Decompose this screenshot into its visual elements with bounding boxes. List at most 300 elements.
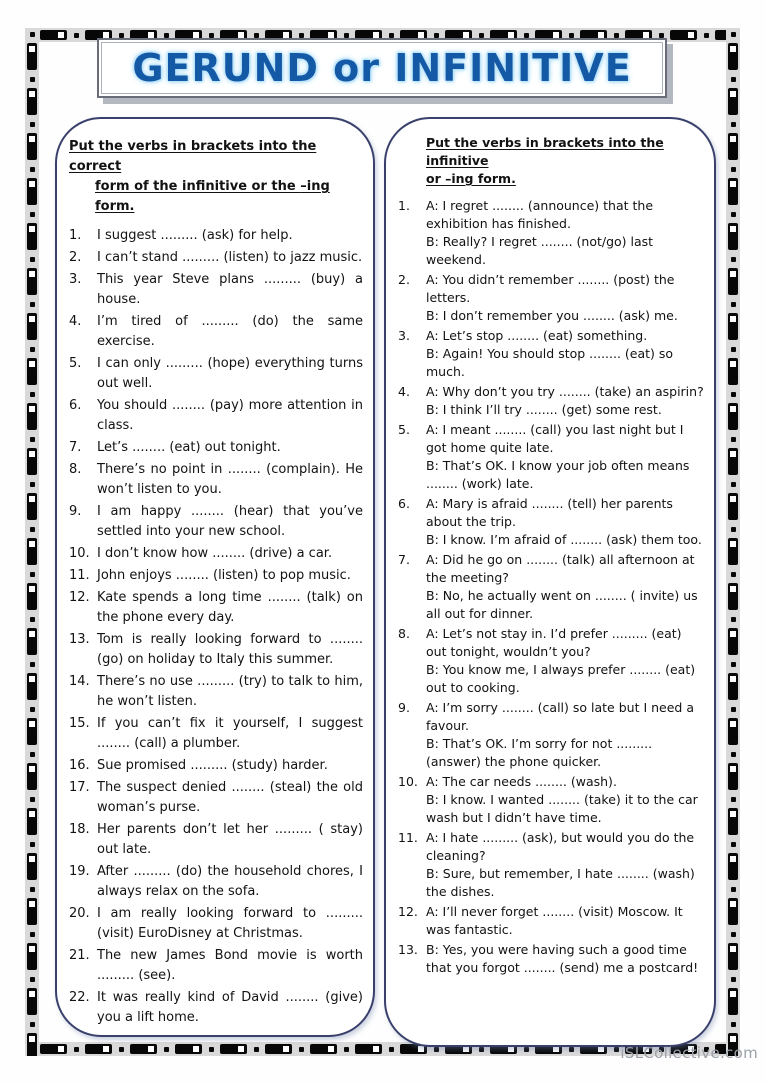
border-bar: [728, 628, 738, 655]
dialogue-line: A: I’m sorry ........ (call) so late but I need a favour.: [426, 700, 694, 733]
border-dot: [30, 887, 35, 892]
border-dot: [30, 32, 35, 37]
exercise-item: [69, 460, 363, 500]
item-text: [426, 829, 704, 901]
border-dot: [30, 257, 35, 262]
border-bar-hole: [29, 946, 35, 952]
border-bar-hole: [29, 631, 35, 637]
item-text: It was really kind of David ........ (give) you a lift home.: [97, 990, 363, 1025]
instruction-line: Put the verbs in brackets into the correct: [69, 139, 317, 174]
item-text: [426, 197, 704, 269]
item-text: If you can’t fix it yourself, I suggest ........ (call) a plumber.: [97, 716, 363, 751]
border-bar-hole: [29, 721, 35, 727]
border-bar: [27, 358, 37, 385]
border-dot: [731, 437, 736, 442]
exercise-item: [69, 778, 363, 818]
item-text: [426, 383, 704, 419]
border-pattern-unit: [728, 617, 738, 655]
border-bar: [27, 853, 37, 880]
item-text: [426, 773, 704, 827]
border-dot: [30, 122, 35, 127]
border-dot: [434, 33, 439, 38]
border-dot: [731, 257, 736, 262]
border-bar: [265, 1044, 292, 1054]
border-bar: [728, 898, 738, 925]
border-dot: [30, 437, 35, 442]
item-number: 20.: [69, 906, 90, 921]
right-exercise-list: [398, 197, 704, 977]
border-bar-hole: [29, 91, 35, 97]
border-dot: [30, 842, 35, 847]
border-bar-hole: [29, 1036, 35, 1042]
border-bar: [27, 943, 37, 970]
border-dot: [479, 1047, 484, 1052]
item-text: After ......... (do) the household chores, I always relax on the sofa.: [97, 864, 363, 899]
exercise-item: [398, 421, 704, 493]
border-bar: [27, 538, 37, 565]
item-text: [426, 903, 704, 939]
border-dot: [30, 707, 35, 712]
border-dot: [731, 887, 736, 892]
item-text: [426, 699, 704, 771]
border-bar: [175, 1044, 202, 1054]
item-number: 1.: [69, 228, 82, 243]
border-bar: [27, 898, 37, 925]
border-pattern-unit: [164, 1044, 202, 1054]
border-bar: [27, 673, 37, 700]
item-number: 12.: [398, 904, 418, 919]
item-number: 13.: [69, 632, 90, 647]
border-pattern-unit: [27, 707, 37, 745]
border-pattern-unit: [728, 392, 738, 430]
border-pattern-unit: [27, 437, 37, 475]
dialogue-line: B: I know. I’m afraid of ........ (ask) them too.: [426, 532, 702, 547]
border-bar: [728, 808, 738, 835]
border-bar-hole: [730, 631, 736, 637]
border-bar: [728, 763, 738, 790]
item-number: 6.: [69, 398, 82, 413]
border-dot: [30, 527, 35, 532]
exercise-item: [69, 270, 363, 310]
border-dot: [731, 482, 736, 487]
item-number: 2.: [398, 272, 410, 287]
border-bar-hole: [418, 1046, 424, 1052]
border-bar: [27, 808, 37, 835]
border-bar: [27, 763, 37, 790]
exercise-item: [398, 551, 704, 623]
right-exercise-panel: [384, 117, 716, 1047]
border-bar: [728, 448, 738, 475]
dialogue-line: A: I meant ........ (call) you last night but I got home quite late.: [426, 422, 684, 455]
border-dot: [569, 1047, 574, 1052]
border-bar-hole: [730, 451, 736, 457]
border-dot: [30, 752, 35, 757]
border-dot: [389, 33, 394, 38]
decorative-border-right: [726, 28, 740, 1056]
exercise-item: [398, 383, 704, 419]
item-number: 2.: [69, 250, 82, 265]
border-pattern-unit: [27, 1022, 37, 1056]
border-bar-hole: [730, 91, 736, 97]
border-bar: [27, 628, 37, 655]
item-number: 7.: [398, 552, 410, 567]
border-bar: [27, 493, 37, 520]
border-bar: [728, 583, 738, 610]
border-bar-hole: [328, 1046, 334, 1052]
border-pattern-unit: [27, 752, 37, 790]
border-dot: [30, 392, 35, 397]
item-text: Her parents don’t let her ......... ( stay) out late.: [97, 822, 363, 857]
border-bar-hole: [730, 406, 736, 412]
border-dot: [731, 212, 736, 217]
item-number: 16.: [69, 758, 90, 773]
border-dot: [389, 1047, 394, 1052]
border-bar-hole: [730, 901, 736, 907]
border-dot: [731, 752, 736, 757]
border-dot: [731, 122, 736, 127]
exercise-item: [69, 502, 363, 542]
dialogue-line: A: Let’s not stay in. I’d prefer ......... (eat) out tonight, wouldn’t you?: [426, 626, 682, 659]
border-dot: [524, 33, 529, 38]
border-bar: [355, 1044, 382, 1054]
border-bar-hole: [29, 856, 35, 862]
border-pattern-unit: [728, 572, 738, 610]
item-text: Let’s ........ (eat) out tonight.: [97, 440, 281, 455]
border-bar: [40, 1044, 67, 1054]
dialogue-line: B: Yes, you were having such a good time that you forgot ........ (send) me a postcard!: [426, 942, 699, 975]
item-text: John enjoys ........ (listen) to pop music.: [97, 568, 351, 583]
item-text: You should ........ (pay) more attention in class.: [97, 398, 363, 433]
border-bar-hole: [283, 1046, 289, 1052]
border-bar-hole: [29, 361, 35, 367]
border-bar: [728, 673, 738, 700]
border-dot: [30, 302, 35, 307]
title-box: [97, 38, 667, 98]
border-dot: [614, 33, 619, 38]
border-dot: [731, 1022, 736, 1027]
border-bar-hole: [58, 32, 64, 38]
border-bar: [728, 853, 738, 880]
border-bar: [728, 493, 738, 520]
instruction-line: form of the infinitive or the –ing form.: [95, 179, 330, 214]
border-pattern-unit: [728, 527, 738, 565]
exercise-item: [69, 988, 363, 1028]
border-dot: [209, 1047, 214, 1052]
border-bar: [27, 133, 37, 160]
border-bar-hole: [29, 226, 35, 232]
border-pattern-unit: [728, 662, 738, 700]
border-pattern-unit: [728, 347, 738, 385]
item-text: I can only ......... (hope) everything turns out well.: [97, 356, 363, 391]
border-dot: [74, 1047, 79, 1052]
item-text: Kate spends a long time ........ (talk) on the phone every day.: [97, 590, 363, 625]
border-dot: [344, 1047, 349, 1052]
border-bar-hole: [29, 676, 35, 682]
border-dot: [119, 33, 124, 38]
border-bar-hole: [730, 496, 736, 502]
border-pattern-unit: [27, 212, 37, 250]
dialogue-line: B: I know. I wanted ........ (take) it to the car wash but I didn’t have time.: [426, 792, 698, 825]
item-text: The suspect denied ........ (steal) the old woman’s purse.: [97, 780, 363, 815]
border-bar-hole: [730, 721, 736, 727]
border-bar-hole: [730, 676, 736, 682]
border-pattern-unit: [27, 257, 37, 295]
border-bar: [728, 313, 738, 340]
item-number: 19.: [69, 864, 90, 879]
border-pattern-unit: [27, 842, 37, 880]
border-bar: [728, 538, 738, 565]
border-bar: [27, 178, 37, 205]
border-bar-hole: [730, 586, 736, 592]
border-bar-hole: [29, 586, 35, 592]
border-bar-hole: [58, 1046, 64, 1052]
exercise-item: [69, 946, 363, 986]
border-bar-hole: [29, 136, 35, 142]
item-text: This year Steve plans ......... (buy) a house.: [97, 272, 363, 307]
border-dot: [731, 662, 736, 667]
border-bar-hole: [730, 271, 736, 277]
dialogue-line: B: Really? I regret ........ (not/go) last weekend.: [426, 234, 654, 267]
border-bar-hole: [730, 856, 736, 862]
dialogue-line: A: I hate ......... (ask), but would you do the cleaning?: [426, 830, 695, 863]
border-pattern-unit: [27, 572, 37, 610]
border-pattern-unit: [27, 32, 37, 70]
border-pattern-unit: [27, 797, 37, 835]
item-number: 15.: [69, 716, 90, 731]
border-pattern-unit: [728, 932, 738, 970]
border-bar-hole: [29, 271, 35, 277]
exercise-item: [69, 438, 363, 458]
item-number: 5.: [69, 356, 82, 371]
exercise-item: [398, 197, 704, 269]
border-dot: [30, 347, 35, 352]
item-number: 5.: [398, 422, 410, 437]
border-bar: [728, 88, 738, 115]
border-bar: [728, 943, 738, 970]
item-number: 7.: [69, 440, 82, 455]
dialogue-line: A: I’ll never forget ........ (visit) Moscow. It was fantastic.: [426, 904, 683, 937]
border-pattern-unit: [27, 887, 37, 925]
exercise-item: [69, 756, 363, 776]
border-bar-hole: [730, 766, 736, 772]
border-dot: [731, 302, 736, 307]
border-dot: [30, 932, 35, 937]
border-bar-hole: [730, 136, 736, 142]
item-number: 9.: [398, 700, 410, 715]
item-number: 10.: [69, 546, 90, 561]
border-pattern-unit: [728, 752, 738, 790]
item-text: I’m tired of ......... (do) the same exercise.: [97, 314, 363, 349]
border-bar-hole: [238, 1046, 244, 1052]
item-number: 1.: [398, 198, 410, 213]
border-bar: [27, 268, 37, 295]
exercise-item: [398, 699, 704, 771]
border-bar-hole: [29, 181, 35, 187]
border-dot: [731, 977, 736, 982]
border-dot: [731, 167, 736, 172]
exercise-item: [69, 354, 363, 394]
border-bar-hole: [730, 541, 736, 547]
item-number: 6.: [398, 496, 410, 511]
exercise-item: [69, 714, 363, 754]
border-dot: [164, 1047, 169, 1052]
border-bar-hole: [29, 316, 35, 322]
border-pattern-unit: [728, 482, 738, 520]
border-bar: [130, 1044, 157, 1054]
item-number: 11.: [398, 830, 418, 845]
border-bar-hole: [730, 226, 736, 232]
border-pattern-unit: [728, 257, 738, 295]
border-bar: [27, 988, 37, 1015]
item-number: 21.: [69, 948, 90, 963]
border-pattern-unit: [27, 482, 37, 520]
border-dot: [119, 1047, 124, 1052]
border-pattern-unit: [728, 842, 738, 880]
border-dot: [30, 662, 35, 667]
border-bar-hole: [29, 766, 35, 772]
border-dot: [659, 33, 664, 38]
border-dot: [30, 482, 35, 487]
exercise-item: [69, 588, 363, 628]
border-pattern-unit: [27, 347, 37, 385]
border-bar-hole: [730, 181, 736, 187]
item-number: 10.: [398, 774, 418, 789]
dialogue-line: A: I regret ........ (announce) that the exhibition has finished.: [426, 198, 654, 231]
item-number: 4.: [398, 384, 410, 399]
border-bar: [27, 223, 37, 250]
border-dot: [299, 1047, 304, 1052]
exercise-item: [69, 862, 363, 902]
item-number: 12.: [69, 590, 90, 605]
border-dot: [479, 33, 484, 38]
dialogue-line: B: I think I’ll try ........ (get) some rest.: [426, 402, 662, 417]
border-bar: [27, 1033, 37, 1056]
border-dot: [30, 572, 35, 577]
border-bar-hole: [688, 32, 694, 38]
item-text: There’s no point in ........ (complain). He won’t listen to you.: [97, 462, 363, 497]
border-pattern-unit: [728, 122, 738, 160]
item-number: 17.: [69, 780, 90, 795]
border-dot: [254, 1047, 259, 1052]
border-dot: [731, 797, 736, 802]
border-pattern-unit: [27, 932, 37, 970]
item-number: 22.: [69, 990, 90, 1005]
border-pattern-unit: [27, 617, 37, 655]
dialogue-line: B: That’s OK. I know your job often means ........ (work) late.: [426, 458, 690, 491]
border-pattern-unit: [728, 707, 738, 745]
border-bar-hole: [29, 496, 35, 502]
exercise-item: [398, 327, 704, 381]
border-pattern-unit: [728, 977, 738, 1015]
border-pattern-unit: [27, 77, 37, 115]
border-dot: [614, 1047, 619, 1052]
item-text: I am happy ........ (hear) that you’ve settled into your new school.: [97, 504, 363, 539]
item-text: [426, 495, 704, 549]
dialogue-line: B: I don’t remember you ........ (ask) me.: [426, 308, 678, 323]
border-bar: [310, 1044, 337, 1054]
border-dot: [731, 572, 736, 577]
border-pattern-unit: [728, 887, 738, 925]
right-instructions: [426, 134, 704, 188]
instruction-line: Put the verbs in brackets into the infinitive: [426, 135, 664, 168]
border-bar-hole: [730, 1036, 736, 1042]
border-dot: [524, 1047, 529, 1052]
exercise-item: [69, 396, 363, 436]
instruction-line: or –ing form.: [426, 171, 516, 186]
border-dot: [30, 167, 35, 172]
border-bar-hole: [29, 811, 35, 817]
item-text: Sue promised ......... (study) harder.: [97, 758, 328, 773]
border-bar-hole: [373, 1046, 379, 1052]
decorative-border-left: [25, 28, 39, 1056]
border-bar: [728, 358, 738, 385]
dialogue-line: A: Why don’t you try ........ (take) an aspirin?: [426, 384, 704, 399]
border-pattern-unit: [27, 977, 37, 1015]
border-bar: [728, 43, 738, 70]
border-dot: [731, 932, 736, 937]
item-text: [426, 271, 704, 325]
border-pattern-unit: [728, 797, 738, 835]
dialogue-line: B: Sure, but remember, I hate ........ (wash) the dishes.: [426, 866, 695, 899]
border-bar-hole: [29, 901, 35, 907]
border-bar-hole: [730, 316, 736, 322]
border-bar-hole: [29, 991, 35, 997]
page-title: GERUND or INFINITIVE: [132, 46, 632, 90]
dialogue-line: A: Let’s stop ........ (eat) something.: [426, 328, 648, 343]
border-bar: [728, 133, 738, 160]
exercise-item: [398, 903, 704, 939]
border-dot: [731, 617, 736, 622]
border-bar: [728, 178, 738, 205]
exercise-item: [398, 495, 704, 549]
exercise-item: [69, 566, 363, 586]
border-dot: [731, 392, 736, 397]
exercise-item: [398, 271, 704, 325]
border-bar-hole: [29, 406, 35, 412]
dialogue-line: B: That’s OK. I’m sorry for not ......... (answer) the phone quicker.: [426, 736, 653, 769]
exercise-item: [69, 226, 363, 246]
border-dot: [74, 33, 79, 38]
exercise-item: [69, 672, 363, 712]
border-bar: [27, 448, 37, 475]
dialogue-line: A: Did he go on ........ (talk) all afternoon at the meeting?: [426, 552, 695, 585]
item-number: 9.: [69, 504, 82, 519]
item-text: [426, 421, 704, 493]
border-pattern-unit: [344, 1044, 382, 1054]
exercise-item: [69, 630, 363, 670]
border-pattern-unit: [27, 302, 37, 340]
item-text: [426, 941, 704, 977]
border-dot: [731, 527, 736, 532]
border-dot: [731, 707, 736, 712]
border-pattern-unit: [27, 167, 37, 205]
dialogue-line: B: You know me, I always prefer ........ (eat) out to cooking.: [426, 662, 696, 695]
border-dot: [30, 617, 35, 622]
exercise-item: [69, 904, 363, 944]
item-number: 3.: [398, 328, 410, 343]
border-pattern-unit: [27, 662, 37, 700]
border-pattern-unit: [728, 77, 738, 115]
item-number: 8.: [69, 462, 82, 477]
item-text: I can’t stand ......... (listen) to jazz music.: [97, 250, 363, 265]
item-number: 14.: [69, 674, 90, 689]
border-dot: [731, 32, 736, 37]
exercise-item: [69, 312, 363, 352]
dialogue-line: A: Mary is afraid ........ (tell) her parents about the trip.: [426, 496, 673, 529]
dialogue-line: A: You didn’t remember ........ (post) the letters.: [426, 272, 675, 305]
exercise-item: [398, 773, 704, 827]
left-instructions: [69, 137, 363, 217]
